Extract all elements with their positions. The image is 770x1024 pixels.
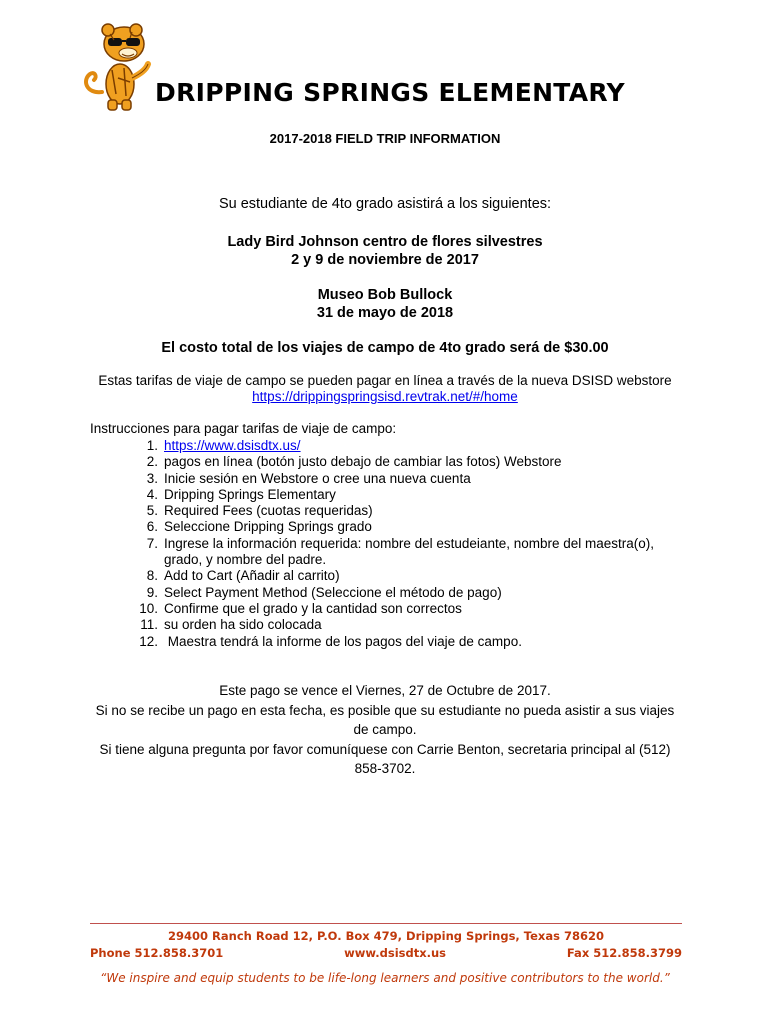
footer-fax: Fax 512.858.3799 (566, 946, 682, 960)
list-item (90, 568, 690, 584)
step-number: 9. (146, 584, 158, 600)
step-number: 10. (139, 600, 158, 616)
intro-text: Su estudiante de 4to grado asistirá a los siguientes: (218, 196, 552, 212)
list-item (90, 519, 690, 535)
trip-date: 31 de mayo de 2018 (316, 305, 454, 321)
late-payment-warning: Si no se recibe un pago en esta fecha, es posible que su estudiante no pueda asistir a sus viajes de campo. (95, 702, 675, 737)
step-text: Confirme que el grado y la cantidad son correctos (164, 600, 462, 616)
instructions-list (90, 438, 690, 650)
step-text: su orden ha sido colocada (164, 617, 322, 633)
list-item (90, 536, 690, 569)
list-item (90, 471, 690, 487)
trip-2 (0, 286, 770, 322)
list-item (90, 601, 690, 617)
webstore-link[interactable]: https://drippingspringsisd.revtrak.net/#/home (252, 389, 518, 404)
list-item (90, 617, 690, 633)
document-subtitle: 2017-2018 FIELD TRIP INFORMATION (269, 131, 501, 146)
step-text: Required Fees (cuotas requeridas) (164, 503, 373, 519)
closing-notes (90, 681, 680, 779)
trip-name: Museo Bob Bullock (317, 287, 453, 303)
footer-divider (90, 923, 682, 924)
step-number: 12. (139, 633, 158, 649)
step-text: pagos en línea (botón justo debajo de cambiar las fotos) Webstore (164, 454, 562, 470)
footer-motto: “We inspire and equip students to be life-long learners and positive contributors to the world.” (100, 971, 670, 985)
step-text: Add to Cart (Añadir al carrito) (164, 568, 340, 584)
list-item (90, 503, 690, 519)
footer-contacts (90, 946, 682, 960)
list-item (90, 454, 690, 470)
step-text: Inicie sesión en Webstore o cree una nueva cuenta (164, 470, 471, 486)
step-number: 4. (146, 486, 158, 502)
webstore-text: Estas tarifas de viaje de campo se pueden pagar en línea a través de la nueva DSISD webstore (98, 373, 672, 388)
step-text: Ingrese la información requerida: nombre del estudeiante, nombre del maestra(o), grado, y nombre del padre. (164, 535, 655, 568)
school-title: DRIPPING SPRINGS ELEMENTARY (155, 78, 625, 107)
footer-website: www.dsisdtx.us (344, 946, 447, 960)
step-number: 3. (146, 470, 158, 486)
step-text: Seleccione Dripping Springs grado (164, 519, 372, 535)
list-item (90, 487, 690, 503)
step-number: 5. (146, 503, 158, 519)
webstore-info (0, 373, 770, 405)
step-text: Dripping Springs Elementary (164, 486, 336, 502)
due-date-text: Este pago se vence el Viernes, 27 de Octubre de 2017. (219, 683, 551, 698)
trip-name: Lady Bird Johnson centro de flores silvestres (227, 234, 543, 250)
district-website-link[interactable]: https://www.dsisdtx.us/ (164, 438, 301, 453)
list-item (90, 438, 690, 454)
step-number: 11. (140, 617, 158, 633)
list-item (90, 585, 690, 601)
instructions-heading: Instrucciones para pagar tarifas de viaje de campo: (90, 421, 397, 436)
step-text: Maestra tendrá la informe de los pagos del viaje de campo. (164, 633, 522, 649)
contact-text: Si tiene alguna pregunta por favor comuníquese con Carrie Benton, secretaria principal al (512) 858-3702. (99, 741, 671, 776)
total-cost: El costo total de los viajes de campo de 4to grado será de $30.00 (161, 340, 609, 356)
step-text: Select Payment Method (Seleccione el método de pago) (164, 584, 502, 600)
step-number: 8. (146, 568, 158, 584)
list-item (90, 634, 690, 650)
step-number: 6. (146, 519, 158, 535)
trip-1 (0, 233, 770, 269)
step-number: 2. (146, 454, 158, 470)
footer-address: 29400 Ranch Road 12, P.O. Box 479, Dripping Springs, Texas 78620 (168, 929, 604, 943)
footer-phone: Phone 512.858.3701 (90, 946, 224, 960)
step-number: 1. (146, 438, 158, 453)
trip-date: 2 y 9 de noviembre de 2017 (291, 252, 479, 268)
step-number: 7. (146, 535, 158, 551)
